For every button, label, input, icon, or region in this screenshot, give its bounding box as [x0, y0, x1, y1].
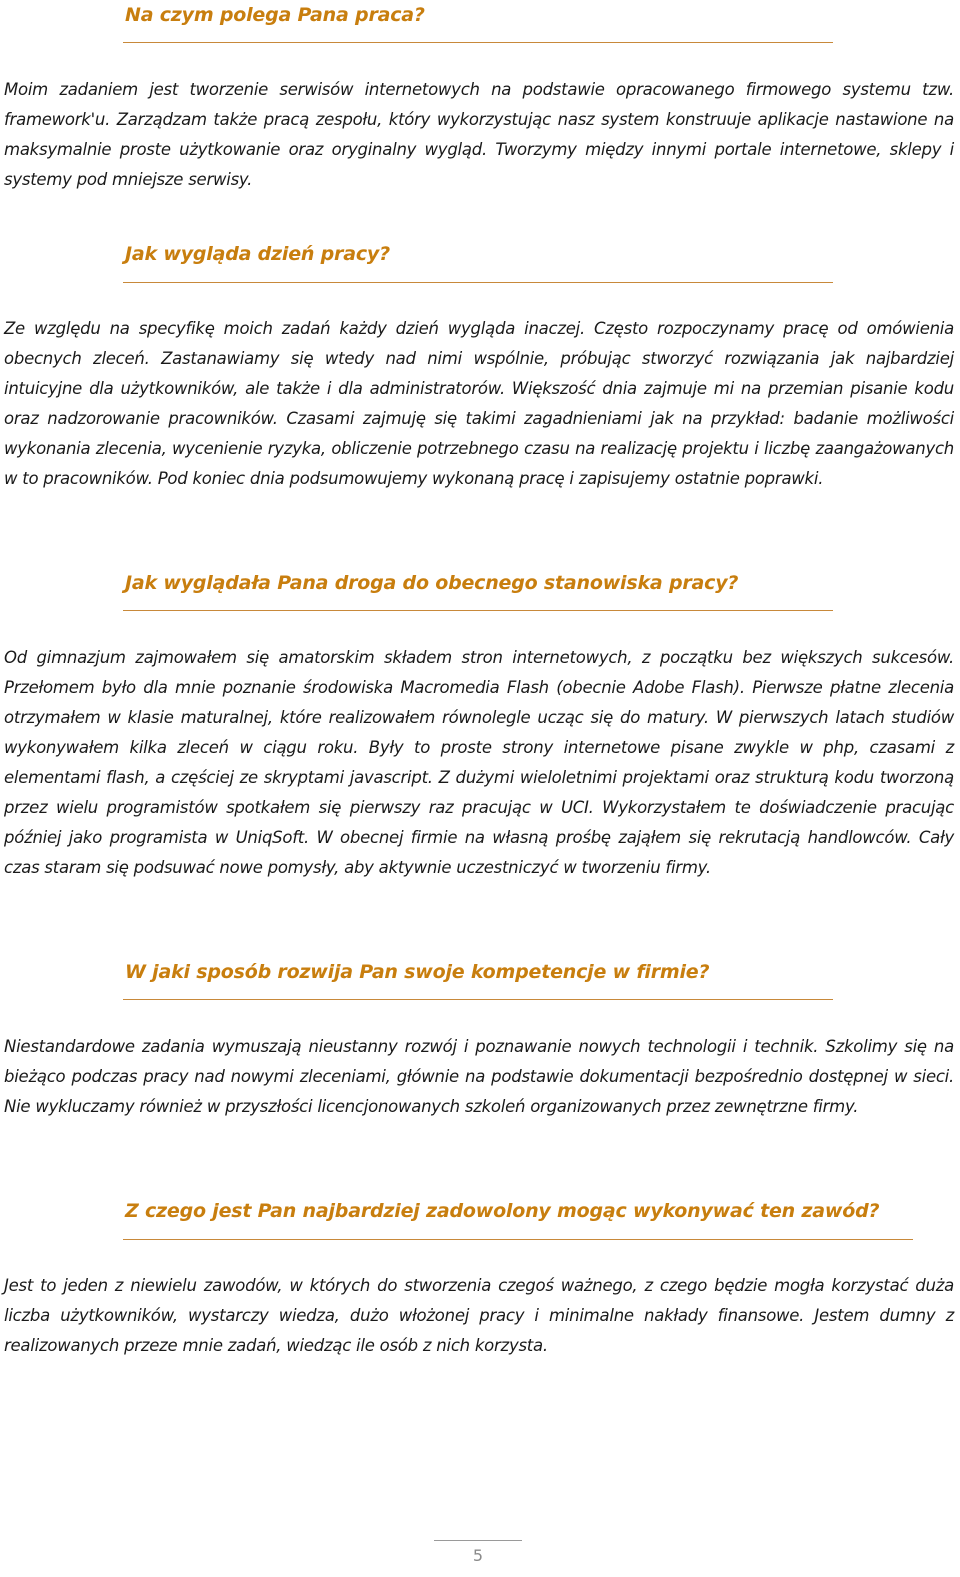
section-paragraph: Od gimnazjum zajmowałem się amatorskim składem stron internetowych, z początku bez większych sukcesów. Przełomem było dla mnie poznanie środowiska Macromedia Flash (obecnie Adobe Flash). Pierwsze płatne zlecenia otrzymałem w klasie maturalnej, które realizowałem równolegle ucząc się do matury. W pierwszych latach studiów wykonywałem kilka zleceń w ciągu roku. Były to proste strony internetowe pisane zwykle w php, czasami z elementami flash, a częściej ze skryptami javascript. Z dużymi wieloletnimi projektami oraz strukturą kodu tworzoną przez wielu programistów spotkałem się pierwszy raz pracując w UCI. Wykorzystałem te doświadczenie pracując później jako programista w UniqSoft. W obecnej firmie na własną prośbę zająłem się rekrutacją handlowców. Cały czas staram się podsuwać nowe pomysły, aby aktywnie uczestniczyć w tworzeniu firmy. — [4, 648, 954, 877]
section-heading: Na czym polega Pana praca? — [125, 4, 425, 26]
heading-underline — [123, 999, 833, 1000]
footer-rule — [434, 1540, 522, 1541]
section-heading: Z czego jest Pan najbardziej zadowolony mogąc wykonywać ten zawód? — [125, 1200, 880, 1222]
section-paragraph: Ze względu na specyfikę moich zadań każdy dzień wygląda inaczej. Często rozpoczynamy pracę od omówienia obecnych zleceń. Zastanawiamy się wtedy nad nimi wspólnie, próbując stworzyć rozwiązania jak najbardziej intuicyjne dla użytkowników, ale także i dla administratorów. Większość dnia zajmuje mi na przemian pisanie kodu oraz nadzorowanie pracowników. Czasami zajmuję się takimi zagadnieniami jak na przykład: badanie możliwości wykonania zlecenia, wycenienie ryzyka, obliczenie potrzebnego czasu na realizację projektu i liczbę zaangażowanych w to pracowników. Pod koniec dnia podsumowujemy wykonaną pracę i zapisujemy ostatnie poprawki. — [4, 319, 954, 488]
section-heading: Jak wygląda dzień pracy? — [125, 243, 390, 265]
heading-underline — [123, 610, 833, 611]
page-number: 5 — [472, 1546, 484, 1565]
heading-underline — [123, 1239, 913, 1240]
heading-underline — [123, 282, 833, 283]
section-paragraph: Jest to jeden z niewielu zawodów, w których do stworzenia czegoś ważnego, z czego będzie mogła korzystać duża liczba użytkowników, wystarczy wiedza, dużo włożonej pracy i minimalne nakłady finansowe. Jestem dumny z realizowanych przeze mnie zadań, wiedząc ile osób z nich korzysta. — [4, 1276, 954, 1355]
heading-underline — [123, 42, 833, 43]
section-paragraph: Niestandardowe zadania wymuszają nieustanny rozwój i poznawanie nowych technologii i technik. Szkolimy się na bieżąco podczas pracy nad nowymi zleceniami, głównie na podstawie dokumentacji bezpośrednio dostępnej w sieci. Nie wykluczamy również w przyszłości licencjonowanych szkoleń organizowanych przez zewnętrzne firmy. — [4, 1037, 954, 1116]
section-heading: W jaki sposób rozwija Pan swoje kompetencje w firmie? — [125, 961, 710, 983]
section-heading: Jak wyglądała Pana droga do obecnego stanowiska pracy? — [125, 572, 739, 594]
section-paragraph: Moim zadaniem jest tworzenie serwisów internetowych na podstawie opracowanego firmowego systemu tzw. framework'u. Zarządzam także pracą zespołu, który wykorzystując nasz system konstruuje aplikacje nastawione na maksymalnie proste użytkowanie oraz oryginalny wygląd. Tworzymy między innymi portale internetowe, sklepy i systemy pod mniejsze serwisy. — [4, 80, 954, 189]
